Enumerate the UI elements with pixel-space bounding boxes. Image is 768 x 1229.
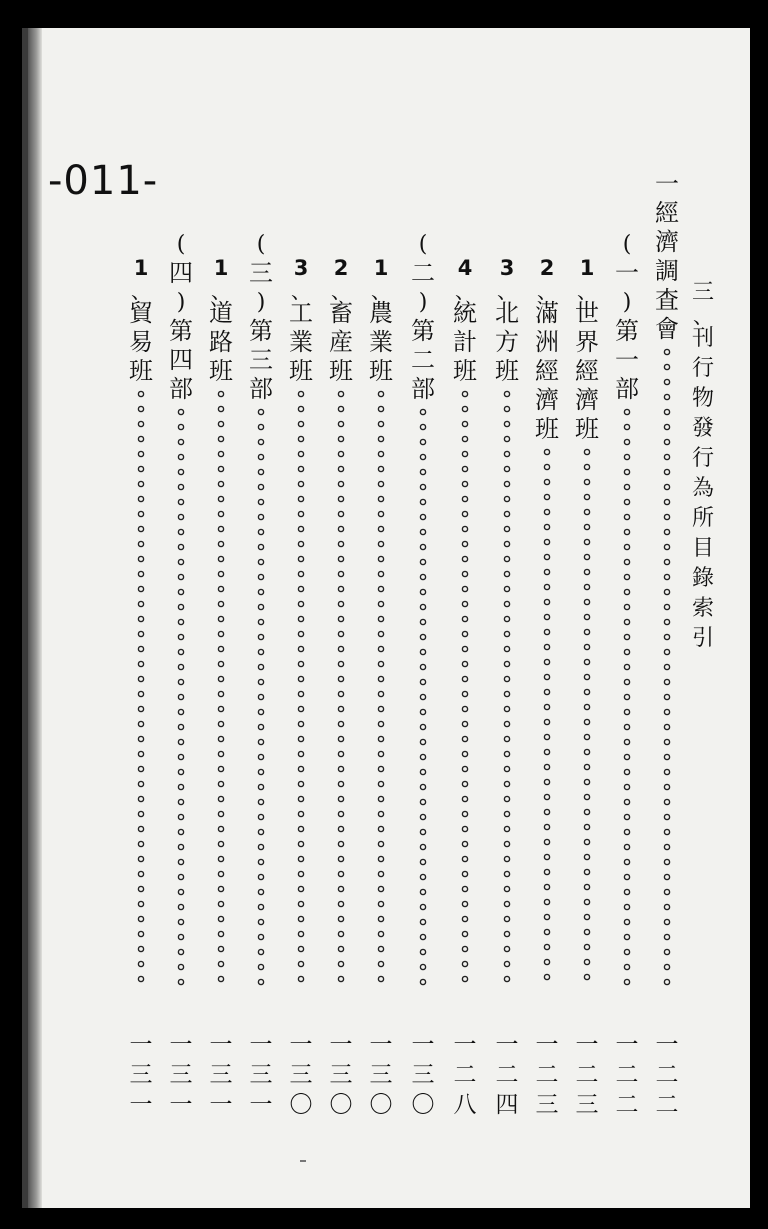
page-number-digit: 一: [289, 1032, 313, 1058]
toc-heading-char: 行: [691, 446, 714, 471]
toc-entry-title-char: 易: [129, 328, 153, 356]
dot-leader: [461, 390, 469, 994]
toc-entry-title: [453, 254, 477, 386]
toc-entry-title-char: 班: [535, 415, 559, 443]
page-number-digit: 一: [169, 1032, 193, 1058]
toc-page-number: [126, 1030, 156, 1120]
toc-entry: [166, 230, 196, 994]
toc-entry-title: [209, 254, 233, 386]
page-number-digit: 三: [209, 1062, 233, 1088]
toc-entry-title-char: 、: [371, 279, 391, 303]
page-number-digit: 〇: [411, 1092, 435, 1118]
page-number-digit: 一: [249, 1032, 273, 1058]
toc-entry-title-char: 三: [249, 259, 273, 287]
toc-entry-title-char: 第: [249, 317, 273, 345]
toc-entry-title-char: 、: [537, 279, 557, 303]
toc-entry-title-char: 班: [289, 357, 313, 385]
toc-entry-title-char: 部: [411, 375, 435, 403]
toc-entry-title-char: 業: [289, 328, 313, 356]
toc-entry-title-char: 3: [293, 256, 309, 280]
toc-entry-title-char: 經: [655, 199, 679, 227]
dot-leader: [297, 390, 305, 994]
toc-entry: [532, 254, 562, 994]
toc-page-number: [206, 1030, 236, 1120]
toc-entry-title-char: 3: [499, 256, 515, 280]
page-number-digit: 一: [329, 1032, 353, 1058]
toc-entry-title-char: 濟: [575, 386, 599, 414]
toc-entry-title: [575, 254, 599, 444]
toc-entry-title-char: 班: [575, 415, 599, 443]
toc-entry-title: [329, 254, 353, 386]
page-number-digit: 〇: [369, 1092, 393, 1118]
toc-entry-title: [249, 230, 273, 404]
page-number-digit: 三: [369, 1062, 393, 1088]
toc-entry-title-char: 査: [655, 286, 679, 314]
page-number-digit: 三: [329, 1062, 353, 1088]
dot-leader: [337, 390, 345, 994]
page-number-digit: 二: [575, 1062, 599, 1088]
page-number-digit: 一: [369, 1032, 393, 1058]
toc-entry-title-char: 道: [209, 299, 233, 327]
dot-leader: [543, 448, 551, 994]
toc-entry-title-char: 第: [615, 317, 639, 345]
page-number-digit: 三: [169, 1062, 193, 1088]
toc-entry-title: [129, 254, 153, 386]
toc-entry-title-char: 、: [331, 279, 351, 303]
toc-entry-title-char: 班: [129, 357, 153, 385]
toc-entry-title-char: 2: [539, 256, 555, 280]
toc-entry-title-char: 農: [369, 299, 393, 327]
toc-entry-title-char: 班: [209, 357, 233, 385]
toc-heading-char: 索: [691, 596, 714, 621]
page-number-digit: 一: [209, 1092, 233, 1118]
toc-page-number: [532, 1030, 562, 1120]
toc-entry-title-char: 濟: [655, 228, 679, 256]
dot-leader: [419, 408, 427, 994]
toc-entry-title-char: 方: [495, 328, 519, 356]
toc-entry-title: [169, 230, 193, 404]
page-number-digit: 三: [411, 1062, 435, 1088]
toc-entry-title: [289, 254, 313, 386]
toc-entry-title: [535, 254, 559, 444]
toc-heading-char: 、: [693, 304, 713, 328]
toc-entry: [326, 254, 356, 994]
toc-entry-title-char: 四: [169, 259, 193, 287]
toc-entry-title-char: 濟: [535, 386, 559, 414]
toc-entry-title-char: 畜: [329, 299, 353, 327]
toc-entry-title-char: 計: [453, 328, 477, 356]
toc-entry: [572, 254, 602, 994]
toc-entry: [206, 254, 236, 994]
toc-heading: [688, 278, 718, 654]
toc-entry-title-char: 二: [411, 259, 435, 287]
toc-entry-title-char: 二: [411, 346, 435, 374]
toc-entry: [286, 254, 316, 994]
dot-leader: [583, 448, 591, 994]
page-number-digit: 三: [249, 1062, 273, 1088]
toc-entry: [126, 254, 156, 994]
toc-entry-title-char: ): [418, 290, 428, 315]
toc-entry-title-char: 經: [535, 357, 559, 385]
toc-entry-title-char: 第: [169, 317, 193, 345]
toc-entry-title-char: 1: [579, 256, 595, 280]
toc-page-number: [366, 1030, 396, 1120]
dot-leader: [623, 408, 631, 994]
page-number-digit: 二: [535, 1062, 559, 1088]
page-number-digit: 三: [575, 1092, 599, 1118]
toc-page-number: [652, 1030, 682, 1120]
toc-page-number: [166, 1030, 196, 1120]
toc-entry-title-char: 1: [373, 256, 389, 280]
toc-entry-title-char: (: [176, 232, 186, 257]
toc-page-number: [246, 1030, 276, 1120]
page-number-digit: 八: [453, 1092, 477, 1118]
toc-entry-title-char: 會: [655, 315, 679, 343]
page-number-digit: 二: [615, 1092, 639, 1118]
toc-entry: [246, 230, 276, 994]
toc-entry-title-char: 、: [497, 279, 517, 303]
toc-entry-title-char: (: [256, 232, 266, 257]
toc-entry-title: [495, 254, 519, 386]
toc-heading-char: 刊: [691, 326, 714, 351]
toc-entry-title-char: 一: [655, 170, 679, 198]
toc-entry-title-char: ): [176, 290, 186, 315]
toc-entry: [450, 254, 480, 994]
toc-entry-title-char: 1: [133, 256, 149, 280]
dot-leader: [177, 408, 185, 994]
page-number-digit: 一: [169, 1092, 193, 1118]
toc-entry-title-char: 洲: [535, 328, 559, 356]
page-number-digit: 一: [129, 1032, 153, 1058]
dot-leader: [663, 348, 671, 994]
toc-heading-char: 所: [691, 506, 714, 531]
toc-entry-title-char: 4: [457, 256, 473, 280]
dot-leader: [137, 390, 145, 994]
toc-entry-title-char: 經: [575, 357, 599, 385]
toc-heading-char: 三: [691, 280, 714, 305]
toc-heading-char: 目: [691, 536, 714, 561]
toc-entry-title: [369, 254, 393, 386]
page-number-digit: 一: [535, 1032, 559, 1058]
dot-leader: [257, 408, 265, 994]
toc-entry-title-char: 、: [211, 279, 231, 303]
toc-heading-char: 發: [691, 416, 714, 441]
toc-entry: [612, 230, 642, 994]
page-number-digit: 三: [129, 1062, 153, 1088]
page-stamp: -011-: [48, 158, 159, 204]
toc-entry-title-char: 、: [131, 279, 151, 303]
toc-entry-title-char: 工: [289, 299, 313, 327]
toc-entry-title-char: 部: [169, 375, 193, 403]
toc-page-number: [326, 1030, 356, 1120]
page-number-digit: 〇: [329, 1092, 353, 1118]
page-number-digit: 一: [249, 1092, 273, 1118]
toc-page-number: [286, 1030, 316, 1120]
toc-entry-title-char: 一: [615, 346, 639, 374]
toc-entry-title-char: 第: [411, 317, 435, 345]
toc-entry-title-char: 、: [291, 279, 311, 303]
toc-entry-title-char: 世: [575, 299, 599, 327]
book-spine: [28, 28, 42, 1208]
paper-speck: [300, 1160, 306, 1162]
toc-entry-title-char: 班: [369, 357, 393, 385]
toc-entry-title-char: 貿: [129, 299, 153, 327]
toc-entry-title-char: 班: [329, 357, 353, 385]
toc-page-number: [572, 1030, 602, 1120]
toc-entry-title-char: 調: [655, 257, 679, 285]
toc-entry-title-char: 班: [495, 357, 519, 385]
toc-page-number: [408, 1030, 438, 1120]
dot-leader: [503, 390, 511, 994]
toc-entry: [366, 254, 396, 994]
toc-entry-title-char: ): [622, 290, 632, 315]
toc-entry-title-char: (: [418, 232, 428, 257]
page-number-digit: 一: [411, 1032, 435, 1058]
toc-entry-title: [615, 230, 639, 404]
page-number-digit: 二: [615, 1062, 639, 1088]
page-number-digit: 四: [495, 1092, 519, 1118]
toc-entry-title-char: 統: [453, 299, 477, 327]
toc-entry-title-char: 、: [455, 279, 475, 303]
toc-entry-title-char: 部: [249, 375, 273, 403]
toc-entry-title-char: 産: [329, 328, 353, 356]
toc-heading-char: 錄: [691, 566, 714, 591]
toc-entry-title-char: 部: [615, 375, 639, 403]
toc-entry: [652, 170, 682, 994]
page-number-digit: 一: [209, 1032, 233, 1058]
toc-entry-title-char: 班: [453, 357, 477, 385]
toc-entry-title-char: (: [622, 232, 632, 257]
toc-entry-title-char: 北: [495, 299, 519, 327]
page-number-digit: 二: [655, 1092, 679, 1118]
page-number-digit: 二: [655, 1062, 679, 1088]
toc-entry: [408, 230, 438, 994]
toc-page-number: [450, 1030, 480, 1120]
page-number-digit: 三: [289, 1062, 313, 1088]
page-number-digit: 一: [655, 1032, 679, 1058]
toc-entry-title-char: ): [256, 290, 266, 315]
toc-entry: [492, 254, 522, 994]
dot-leader: [377, 390, 385, 994]
toc-entry-title-char: 2: [333, 256, 349, 280]
page-number-digit: 一: [575, 1032, 599, 1058]
page-number-digit: 一: [129, 1092, 153, 1118]
toc-heading-char: 為: [691, 476, 714, 501]
toc-heading-char: 引: [691, 626, 714, 651]
page-number-digit: 一: [495, 1032, 519, 1058]
toc-entry-title-char: 三: [249, 346, 273, 374]
toc-entry-title-char: 界: [575, 328, 599, 356]
toc-page-number: [492, 1030, 522, 1120]
toc-entry-title-char: 一: [615, 259, 639, 287]
page-number-digit: 三: [535, 1092, 559, 1118]
toc-entry-title-char: 路: [209, 328, 233, 356]
page-number-digit: 一: [453, 1032, 477, 1058]
toc-entry-title-char: 、: [577, 279, 597, 303]
page-number-digit: 一: [615, 1032, 639, 1058]
toc-entry-title: [411, 230, 435, 404]
toc-entry-title-char: 業: [369, 328, 393, 356]
toc-entry-title: [655, 170, 679, 344]
toc-heading-char: 行: [691, 356, 714, 381]
toc-entry-title-char: 滿: [535, 299, 559, 327]
toc-heading-char: 物: [691, 386, 714, 411]
dot-leader: [217, 390, 225, 994]
toc-entry-title-char: 1: [213, 256, 229, 280]
toc-page-number: [612, 1030, 642, 1120]
toc-entry-title-char: 四: [169, 346, 193, 374]
page-number-digit: 二: [453, 1062, 477, 1088]
page-number-digit: 二: [495, 1062, 519, 1088]
page-number-digit: 〇: [289, 1092, 313, 1118]
